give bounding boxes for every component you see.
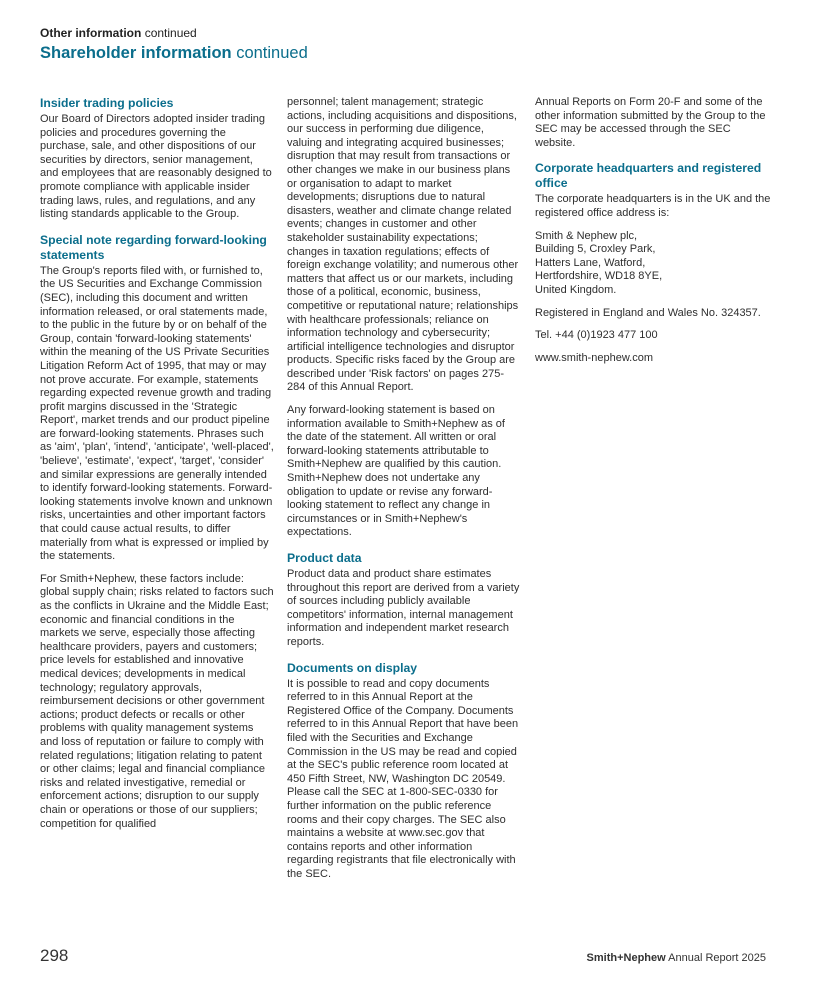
product-heading: Product data bbox=[287, 551, 362, 565]
page-number: 298 bbox=[40, 946, 69, 965]
report-name: Annual Report 2025 bbox=[668, 952, 766, 964]
column-right bbox=[535, 96, 771, 374]
address-line: Hertfordshire, WD18 8YE, bbox=[535, 270, 663, 283]
forward-heading: Special note regarding forward-looking statements bbox=[40, 232, 267, 262]
footer-brand bbox=[587, 952, 766, 964]
page-title-continued: continued bbox=[236, 44, 308, 62]
product-body: Product data and product share estimates throughout this report are derived from a variety of sources including publicly available competitors' information, internal management information and independent market research reports. bbox=[287, 568, 520, 648]
documents-body: It is possible to read and copy documents referred to in this Annual Report at the Registered Office of the Company. Documents referred to in this Annual Report that have been filed with the Securities and Exchange Commission in the US may be read and copied at the SEC's public reference room located at 450 Fifth Street, NW, Washington DC 20549. Please call the SEC at 1-800-SEC-0330 for further information on the public reference rooms and their copy charges. The SEC also maintains a website at www.sec.gov that contains reports and other information regarding registrants that file electronically with the SEC. bbox=[287, 677, 519, 880]
hq-heading: Corporate headquarters and registered office bbox=[535, 161, 762, 191]
insider-heading: Insider trading policies bbox=[40, 96, 174, 110]
section-label-bold: Other information bbox=[40, 26, 142, 40]
hq-intro: The corporate headquarters is in the UK and the registered office address is: bbox=[535, 193, 771, 219]
documents-body-continued: Annual Reports on Form 20-F and some of the other information submitted by the Group to the SEC may be accessed through the SEC website. bbox=[535, 96, 766, 149]
section-label-continued: continued bbox=[144, 26, 197, 40]
forward-paragraph-2-continued: personnel; talent management; strategic actions, including acquisitions and dispositions, our success in performing due diligence, valuing and integrating acquired businesses; disruption that may result from transactions or other changes we make in our business plans or organisation to adapt to market developments; disruptions due to natural disasters, weather and climate change related events; changes in customer and other stakeholder sustainability expectations; changes in taxation regulations; effects of foreign exchange volatility; and numerous other matters that affect us or our markets, including those of a political, economic, business, competitive or reputational nature; relationships with healthcare professionals; reliance on information technology and cybersecurity; artificial intelligence technologies and disruptor products. Specific risks faced by the Group are described under 'Risk factors' on pages 275-284 of this Annual Report. bbox=[287, 96, 519, 394]
hq-website: www.smith-nephew.com bbox=[535, 351, 653, 364]
address-line: Hatters Lane, Watford, bbox=[535, 256, 646, 269]
column-middle bbox=[287, 96, 521, 890]
address-line: Building 5, Croxley Park, bbox=[535, 243, 656, 256]
address-line: Smith & Nephew plc, bbox=[535, 229, 638, 242]
brand-name: Smith+Nephew bbox=[586, 952, 666, 964]
hq-telephone: Tel. +44 (0)1923 477 100 bbox=[535, 329, 658, 342]
hq-address bbox=[535, 230, 771, 298]
forward-paragraph-2: For Smith+Nephew, these factors include: global supply chain; risks related to factors such as the conflicts in Ukraine and the Middle East; economic and financial conditions in the markets we serve, especially those affecting healthcare providers, payers and customers; price levels for established and innovative medical devices; developments in medical technology; regulatory approvals, reimbursement decisions or other government actions; product defects or recalls or other problems with quality management systems and loss of reputation or failure to comply with related regulations; litigation relating to patent or other claims; legal and financial compliance risks and related investigative, remedial or enforcement actions; disruption to our supply chain or operations or those of our suppliers; competition for qualified bbox=[40, 572, 274, 830]
section-label bbox=[40, 26, 308, 40]
page-title-bold: Shareholder information bbox=[40, 44, 232, 62]
column-left bbox=[40, 96, 274, 840]
insider-body: Our Board of Directors adopted insider trading policies and procedures governing the purchase, sale, and other dispositions of our securities by directors, senior management, and employees that are reasonably designed to promote compliance with applicable insider trading laws, rules, and regulations, and any listing standards applicable to the Group. bbox=[40, 113, 272, 221]
page-header bbox=[40, 26, 308, 63]
forward-paragraph-1: The Group's reports filed with, or furnished to, the US Securities and Exchange Commission (SEC), including this document and written information released, or oral statements made, to the public in the future by or on behalf of the Group, contain 'forward-looking statements' within the meaning of the US Private Securities Litigation Reform Act of 1995, that may or may not prove accurate. For example, statements regarding expected revenue growth and trading profit margins discussed in the 'Strategic Report', market trends and our product pipeline are forward-looking statements. Phrases such as 'aim', 'plan', 'intend', 'anticipate', 'well-placed', 'believe', 'estimate', 'expect', 'target', 'consider' and similar expressions are generally intended to identify forward-looking statements. Forward-looking statements involve known and unknown risks, uncertainties and other important factors that could cause actual results, to differ materially from what is expressed or implied by the statements. bbox=[40, 264, 274, 563]
address-line: United Kingdom. bbox=[535, 283, 617, 296]
page-title bbox=[40, 44, 308, 63]
hq-registered: Registered in England and Wales No. 324357. bbox=[535, 306, 761, 319]
forward-paragraph-3: Any forward-looking statement is based on information available to Smith+Nephew as of the date of the statement. All written or oral forward-looking statements attributable to Smith+Nephew are qualified by this caution. Smith+Nephew does not undertake any obligation to update or revise any forward-looking statement to reflect any change in circumstances or in Smith+Nephew's expectations. bbox=[287, 404, 505, 539]
documents-heading: Documents on display bbox=[287, 660, 418, 675]
